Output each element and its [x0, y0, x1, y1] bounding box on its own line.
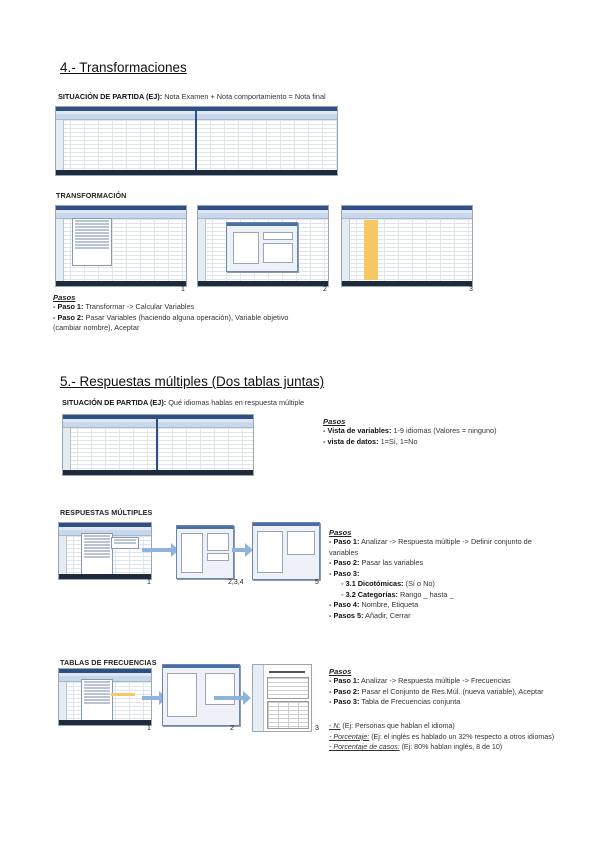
situacion-label: SITUACIÓN DE PARTIDA (EJ): — [58, 92, 163, 101]
tablas-frecuencias-label: TABLAS DE FRECUENCIAS — [60, 658, 157, 667]
step-number: 2,3,4 — [228, 579, 244, 586]
step-number: 3 — [469, 286, 473, 293]
pasos-title-tablas: Pasos — [329, 667, 352, 676]
step-number: 2 — [230, 725, 234, 732]
respuestas-multiples-label: RESPUESTAS MÚLTIPLES — [60, 508, 153, 517]
step-number: 1 — [181, 286, 185, 293]
pasos-title-5: Pasos — [323, 417, 346, 426]
tablas-output-viewer — [252, 664, 312, 732]
resp-dialog-cerrar — [252, 522, 320, 580]
section-5-title: 5.- Respuestas múltiples (Dos tablas juntas) — [60, 374, 325, 389]
situacion-partida-4 — [58, 92, 326, 103]
pasos-list-tablas: - Paso 1: Analizar -> Respuesta múltiple -> Frecuencias - Paso 2: Pasar el Conjunto de Res.Múl. (nueva variable), Aceptar - Paso 3: Tabla de Frecuencias conjunta — [329, 676, 544, 706]
pasos-title-resp: Pasos — [329, 528, 352, 537]
step-number: 5 — [315, 579, 319, 586]
pasos-list-4: - Paso 1: Transformar -> Calcular Variables - Paso 2: Pasar Variables (haciendo alguna operación), Variable objetivo (cambiar nombre), Aceptar — [53, 302, 289, 332]
transformacion-label: TRANSFORMACIÓN — [56, 191, 127, 200]
pasos-title-4: Pasos — [53, 293, 76, 302]
step-number: 2 — [323, 286, 327, 293]
pasos-list-5: - Vista de variables: 1-9 idiomas (Valores = ninguno) - vista de datos: 1=Sí, 1=No — [323, 426, 497, 446]
tablas-screenshot-1 — [58, 668, 152, 726]
transform-screenshot-3 — [341, 205, 473, 287]
transform-screenshot-2 — [197, 205, 329, 287]
step-number: 1 — [147, 725, 151, 732]
situacion-partida-5: SITUACIÓN DE PARTIDA (EJ): Qué idiomas hablas en respuesta múltiple — [62, 398, 305, 407]
section-4-title: 4.- Transformaciones — [60, 60, 187, 75]
resp-dialog-definir — [176, 525, 234, 579]
pasos-list-resp: - Paso 1: Analizar -> Respuesta múltiple -> Definir conjunto de variables - Paso 2: Pasar las variables - Paso 3: ◦ 3.1 Dicotómicas: (Sí o No) ◦ 3.2 Categorías: Rango _ hasta _ - Paso 4: Nombre, Etiqueta - Pasos 5: Añadir, Cerrar — [329, 537, 532, 620]
situacion-text: Nota Examen + Nota comportamiento = Nota final — [162, 92, 326, 101]
spss-screenshot-situacion — [55, 106, 338, 176]
step-number: 1 — [147, 579, 151, 586]
transform-screenshot-1 — [55, 205, 187, 287]
spss-screenshot-respuestas — [62, 414, 254, 476]
resp-screenshot-1 — [58, 522, 152, 580]
step-number: 3 — [315, 725, 319, 732]
notas-frecuencias: - N: (Ej: Personas que hablan el idioma) - Porcentaje: (Ej: el inglés es hablado un 32% respecto a otros idiomas) - Porcentaje de casos: (Ej: 80% hablan inglés, 8 de 10) — [329, 722, 555, 751]
tablas-dialog-frecuencias — [162, 664, 240, 726]
